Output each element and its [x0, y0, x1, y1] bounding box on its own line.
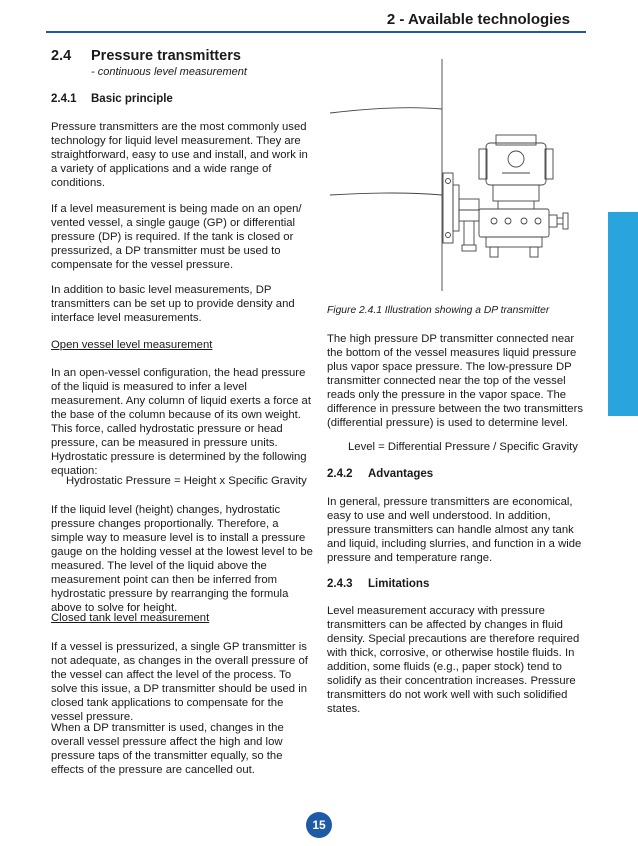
section-subtitle: - continuous level measurement: [91, 66, 247, 78]
closed-tank-heading: Closed tank level measurement: [51, 612, 210, 624]
page-number: 15: [306, 812, 332, 838]
open-vessel-heading: Open vessel level measurement: [51, 339, 213, 351]
dp-transmitter-illustration: [326, 55, 588, 295]
paragraph: If a level measurement is being made on an open/ vented vessel, a single gauge (GP) or differential pressure (DP) is required. If the tank is closed or pressurized, a DP transmitter must be used to compensate for the vessel pressure.: [51, 203, 302, 271]
hydrostatic-equation: Hydrostatic Pressure = Height x Specific Gravity: [66, 475, 307, 487]
subsection-number-basic: 2.4.1: [51, 93, 77, 105]
paragraph: The high pressure DP transmitter connected near the bottom of the vessel measures liquid pressure plus vapor space pressure. The low-pressure DP transmitter connected near the top of the vessel reads only the pressure in the vapor space. The difference in pressure between the two transmitters (differential pressure) is used to determine level.: [327, 333, 583, 429]
paragraph: If the liquid level (height) changes, hydrostatic pressure changes proportionally. Therefore, a simple way to measure level is to install a pressure gauge on the holding vessel at the lowest level to be measured. The level of the liquid above the measurement point can then be inferred from hydrostatic pressure by rearranging the formula above to solve for height.: [51, 504, 313, 614]
section-number: 2.4: [51, 48, 72, 64]
figure-caption: Figure 2.4.1 Illustration showing a DP transmitter: [327, 305, 550, 316]
subsection-number-limitations: 2.4.3: [327, 578, 353, 590]
subsection-title-advantages: Advantages: [368, 468, 434, 480]
section-title: Pressure transmitters: [91, 48, 241, 64]
paragraph: In general, pressure transmitters are economical, easy to use and well understood. In addition, pressure transmitters can handle almost any tank and liquid, including slurries, and function in a wide pressure and temperature range.: [327, 496, 582, 564]
level-equation: Level = Differential Pressure / Specific Gravity: [348, 441, 578, 453]
paragraph: If a vessel is pressurized, a single GP transmitter is not adequate, as changes in the overall pressure of the vessel can affect the level of the process. To solve this issue, a DP transmitter should be used in closed tank applications to compensate for the vessel pressure.: [51, 641, 308, 723]
subsection-title-limitations: Limitations: [368, 578, 430, 590]
paragraph: Level measurement accuracy with pressure transmitters can be affected by changes in fluid density. Special precautions are therefore required with thick, corrosive, or otherwise hostile fluids. In addition, some fluids (e.g., paper stock) tend to solidify as their concentration increases. Pressure transmitters do not work well with such solidified states.: [327, 605, 580, 715]
header-divider: [46, 31, 586, 33]
paragraph: Pressure transmitters are the most commonly used technology for liquid level measurement. They are straightforward, easy to use and install, and work in a variety of applications and a wide range of conditions.: [51, 121, 308, 189]
paragraph: In addition to basic level measurements, DP transmitters can be set up to provide density and interface level measurements.: [51, 284, 295, 324]
subsection-number-advantages: 2.4.2: [327, 468, 353, 480]
chapter-title: 2 - Available technologies: [386, 11, 570, 28]
paragraph: When a DP transmitter is used, changes in the overall vessel pressure affect the high and low pressure taps of the transmitter equally, so the effects of the pressure are cancelled out.: [51, 722, 284, 776]
chapter-side-tab: [608, 212, 638, 416]
paragraph: In an open-vessel configuration, the head pressure of the liquid is measured to infer a level measurement. Any column of liquid exerts a force at the base of the column because of its own weight. This force, called hydrostatic pressure or head pressure, can be measured in pressure units. Hydrostatic pressure is determined by the following equation:: [51, 367, 311, 477]
subsection-title-basic: Basic principle: [91, 93, 173, 105]
